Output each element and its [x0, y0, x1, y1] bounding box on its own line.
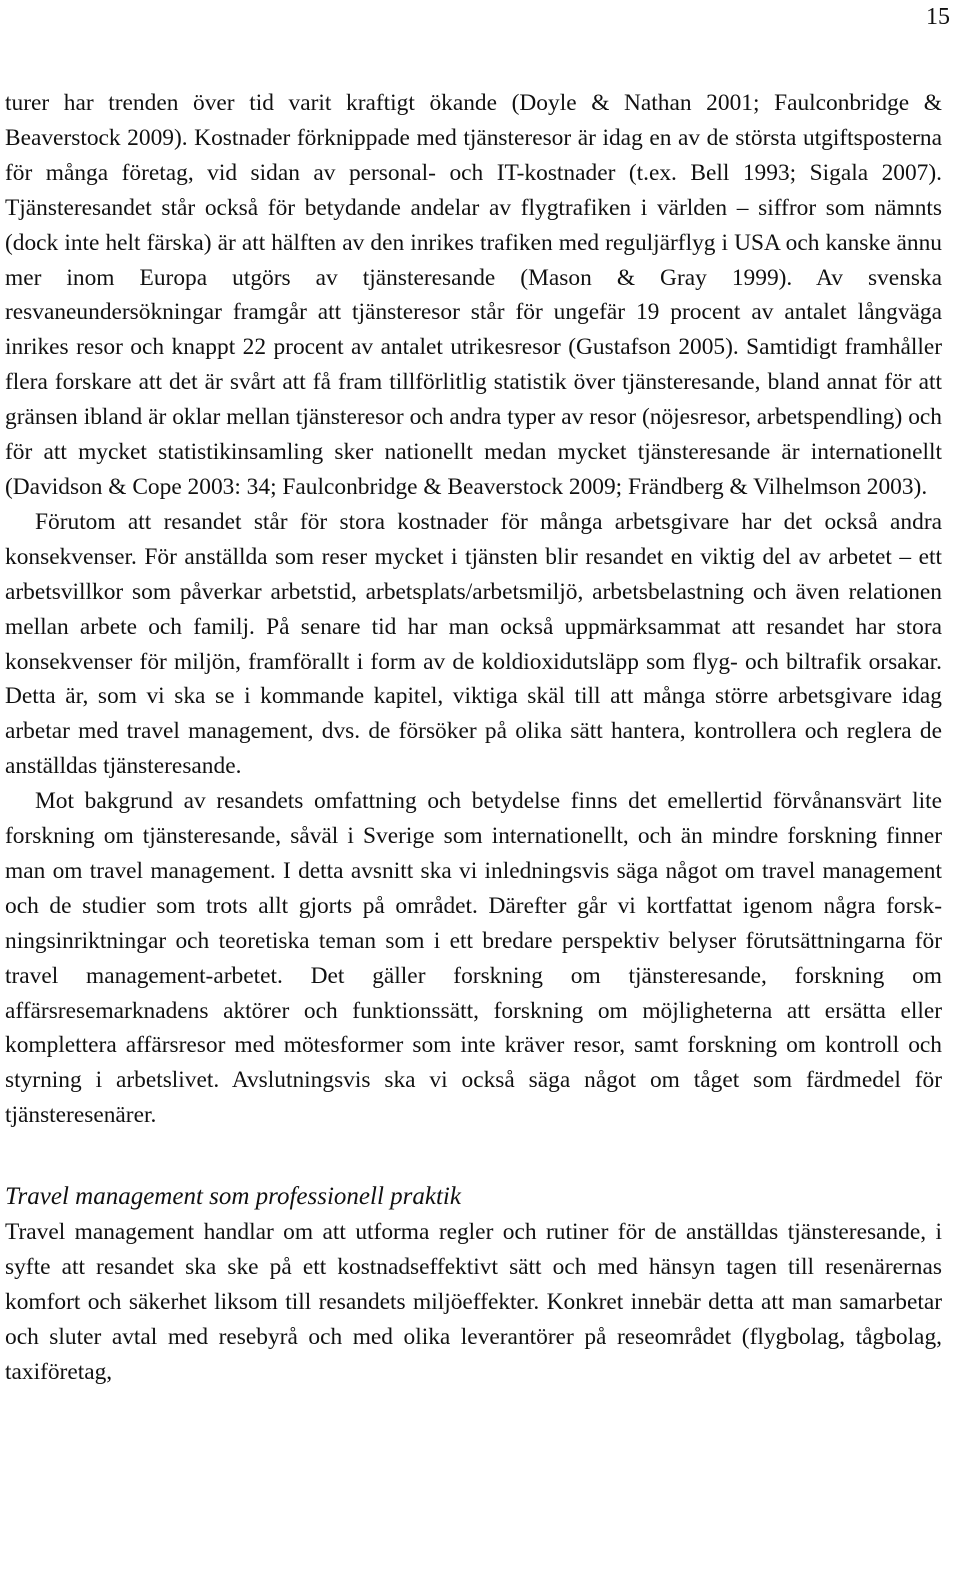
section-heading: Travel management som professionell praktik: [5, 1183, 461, 1211]
paragraph-2: Förutom att resandet står för stora kostnader för många arbetsgivare har det också andra konsekvenser. För anställda som reser mycket i tjänsten blir resandet en viktig del av arbetet – ett arbetsvillkor som påverkar arbetstid, arbetsplats/arbetsmiljö, arbetsbelastning och även relationen mellan arbete och familj. På senare tid har man också uppmärksammat att resandet har stora konsekvenser för miljön, framförallt i form av de koldioxidutsläpp som flyg- och biltrafik orsakar. Detta är, som vi ska se i kommande kapitel, viktiga skäl till att många större arbetsgivare idag arbetar med travel management, dvs. de försöker på olika sätt hantera, kontrollera och reglera de anställdas tjänsteresande.: [5, 508, 942, 780]
page-number: 15: [926, 4, 950, 30]
document-body: [5, 86, 942, 1390]
paragraph-1: turer har trenden över tid varit kraftigt ökande (Doyle & Nathan 2001; Faulconbridge & Beaverstock 2009). Kostnader förknippade med tjänsteresor är idag en av de största utgiftsposterna för många företag, vid sidan av personal- och IT-kostnader (t.ex. Bell 1993; Sigala 2007). Tjänsteresandet står också för betydande andelar av flygtrafiken i världen – siffror som nämnts (dock inte helt färska) är att hälften av den inrikes trafiken med reguljärflyg i USA och kanske ännu mer inom Europa utgörs av tjänsteresande (Mason & Gray 1999). Av svenska resvaneundersökningar framgår att tjänsteresor står för ungefär 19 procent av antalet långväga inrikes resor och knappt 22 procent av antalet utrikesresor (Gustafson 2005). Samtidigt framhåller flera forskare att det är svårt att få fram tillförlitlig statistik över tjänsteresande, bland annat för att gränsen ibland är oklar mellan tjänsteresor och andra typer av resor (nöjesresor, arbetspendling) och för att mycket statistikinsamling sker nationellt medan mycket tjänsteresande är internationellt (Davidson & Cope 2003: 34; Faulconbridge & Beaverstock 2009; Frändberg & Vilhelmson 2003).: [5, 90, 942, 500]
section-paragraph: Travel management handlar om att utforma regler och rutiner för de anställdas tjänsteresande, i syfte att resandet ska ske på ett kostnadseffektivt sätt och med hänsyn tagen till resenärernas komfort och säkerhet liksom till resandets miljöeffekter. Konkret innebär detta att man samarbetar och sluter avtal med resebyrå och med olika leverantörer på reseområdet (flygbolag, tågbolag, taxiföretag,: [5, 1219, 942, 1385]
paragraph-3: Mot bakgrund av resandets omfattning och betydelse finns det emellertid förvånansvärt lite forskning om tjänsteresande, såväl i Sverige som internationellt, och än mindre forskning finner man om travel management. I detta avsnitt ska vi inledningsvis säga något om travel management och de studier som trots allt gjorts på området. Därefter går vi kortfattat igenom några forskningsinriktningar och teoretiska teman som i ett bredare perspektiv belyser förutsättningarna för travel management-arbetet. Det gäller forskning om tjänsteresande, forskning om affärsresemarknadens aktörer och funktionssätt, forskning om möjligheterna att ersätta eller komplettera affärsresor med mötesformer som inte kräver resor, samt forskning om kontroll och styrning i arbetslivet. Avslutningsvis ska vi också säga något om tåget som färdmedel för tjänsteresenärer.: [5, 788, 942, 1129]
